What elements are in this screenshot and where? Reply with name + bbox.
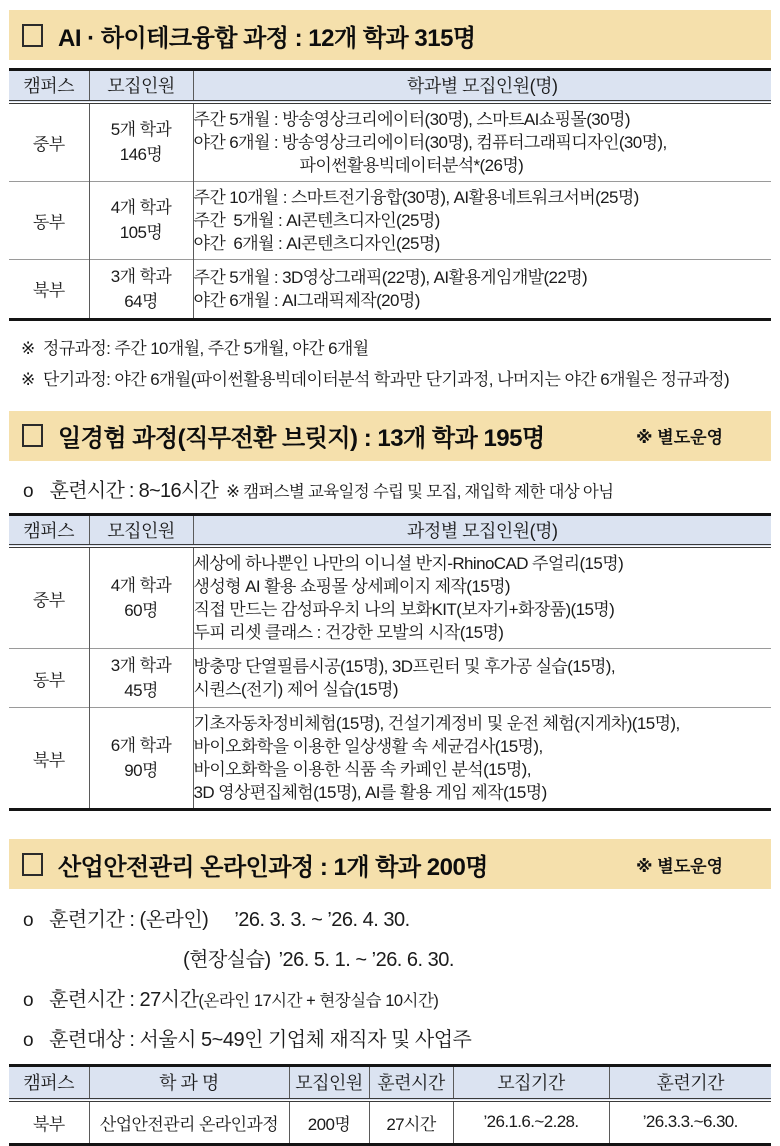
column-header-campus: 캠퍼스: [9, 70, 89, 102]
table-cell: 27시간: [369, 1100, 453, 1145]
column-header-quota: 모집인원: [89, 514, 193, 546]
quota-line: 60명: [124, 601, 158, 620]
table-row: [9, 546, 771, 649]
quota-line: 90명: [124, 761, 158, 780]
course-line: 주간 5개월 : 방송영상크리에이터(30명), 스마트AI쇼핑몰(30명): [193, 109, 630, 129]
course-line: 주간 5개월 : AI콘텐츠디자인(25명): [193, 210, 440, 230]
training-target-label: 훈련대상 : 서울시 5~49인 기업체 재직자 및 사업주: [49, 1029, 472, 1051]
table-cell: ’26.3.3.~6.30.: [609, 1100, 771, 1145]
training-period-label: 훈련기간 : (온라인): [49, 909, 209, 931]
table-row: [9, 1100, 771, 1145]
quota-line: 6개 학과: [110, 736, 172, 755]
detail-cell: [193, 649, 771, 708]
quota-line: 4개 학과: [110, 198, 172, 217]
detail-cell: [193, 102, 771, 182]
column-header-detail: 과정별 모집인원(명): [193, 514, 771, 546]
table-row: [9, 708, 771, 810]
column-header: 캠퍼스: [9, 1066, 89, 1100]
footnote-short-course: ※ 단기과정: 야간 6개월(파이썬활용빅데이터분석 학과만 단기과정, 나머지는 야간 6개월은 정규과정): [21, 369, 730, 389]
column-header-quota: 모집인원: [89, 70, 193, 102]
table-row: [9, 649, 771, 708]
checkbox-square-icon: [22, 24, 43, 47]
quota-cell: [89, 546, 193, 649]
quota-line: 105명: [119, 223, 163, 242]
column-header: 학 과 명: [89, 1066, 289, 1100]
online-period-value: ’26. 3. 3. ~ ’26. 4. 30.: [234, 909, 410, 931]
section1-title: AI · 하이테크융합 과정 : 12개 학과 315명: [58, 24, 476, 52]
course-line: 야간 6개월 : 방송영상크리에이터(30명), 컴퓨터그래픽디자인(30명),: [193, 132, 667, 152]
table-row: [9, 181, 771, 259]
course-line: 기초자동차정비체험(15명), 건설기계정비 및 운전 체험(지게차)(15명),: [193, 714, 680, 733]
column-header-campus: 캠퍼스: [9, 514, 89, 546]
campus-cell: 북부: [9, 708, 89, 810]
detail-cell: [193, 708, 771, 810]
training-hours-note: ※ 캠퍼스별 교육일정 수립 및 모집, 재입학 제한 대상 아님: [226, 482, 614, 501]
ai-hightech-table: [9, 68, 771, 321]
course-line: 바이오화학을 이용한 식품 속 카페인 분석(15명),: [193, 760, 531, 779]
bullet-marker: o: [23, 990, 34, 1011]
checkbox-square-icon: [22, 424, 43, 447]
bullet-marker: o: [23, 480, 34, 502]
course-line: 방충망 단열필름시공(15명), 3D프린터 및 후가공 실습(15명),: [193, 657, 615, 676]
section2-title-bar: [9, 411, 771, 461]
column-header: 모집인원: [289, 1066, 369, 1100]
table-cell: ’26.1.6.~2.28.: [453, 1100, 609, 1145]
training-hours-breakdown: (온라인 17시간 + 현장실습 10시간): [198, 992, 439, 1010]
quota-cell: [89, 708, 193, 810]
detail-cell: [193, 259, 771, 319]
quota-line: 3개 학과: [110, 656, 172, 675]
section3-title-note: ※ 별도운영: [636, 856, 723, 876]
bullet-marker: o: [23, 1030, 34, 1051]
course-line: 야간 6개월 : AI콘텐츠디자인(25명): [193, 233, 440, 253]
quota-cell: [89, 102, 193, 182]
course-line: 파이썬활용빅데이터분석*(26명): [299, 155, 524, 175]
column-header-detail: 학과별 모집인원(명): [193, 70, 771, 102]
course-line: 바이오화학을 이용한 일상생활 속 세균검사(15명),: [193, 737, 543, 756]
field-practice-label: (현장실습): [183, 949, 271, 971]
online-course-summary-table: [9, 1064, 771, 1146]
column-header: 훈련시간: [369, 1066, 453, 1100]
course-line: 두피 리셋 클래스 : 건강한 모발의 시작(15명): [193, 623, 504, 642]
checkbox-square-icon: [22, 853, 43, 876]
quota-cell: [89, 181, 193, 259]
quota-line: 5개 학과: [110, 120, 172, 139]
campus-cell: 동부: [9, 649, 89, 708]
quota-cell: [89, 649, 193, 708]
quota-line: 4개 학과: [110, 576, 172, 595]
table-header-row: [9, 514, 771, 546]
section3-title-bar: [9, 839, 771, 889]
course-line: 직접 만드는 감성파우치 나의 보화KIT(보자기+화장품)(15명): [193, 600, 615, 619]
detail-cell: [193, 181, 771, 259]
detail-cell: [193, 546, 771, 649]
column-header: 모집기간: [453, 1066, 609, 1100]
quota-line: 64명: [124, 291, 158, 311]
training-target-line: [23, 1023, 771, 1052]
course-line: 생성형 AI 활용 쇼핑몰 상세페이지 제작(15명): [193, 577, 510, 596]
job-experience-table: [9, 513, 771, 812]
quota-line: 146명: [119, 145, 163, 164]
course-line: 세상에 하나뿐인 나만의 이니셜 반지-RhinoCAD 주얼리(15명): [193, 554, 624, 573]
training-hours-line: [23, 983, 771, 1012]
training-hours-info: [23, 474, 771, 503]
table-cell: 200명: [289, 1100, 369, 1145]
course-line: 3D 영상편집체험(15명), AI를 활용 게임 제작(15명): [193, 783, 547, 802]
quota-line: 45명: [124, 681, 158, 700]
field-period-value: ’26. 5. 1. ~ ’26. 6. 30.: [278, 949, 454, 971]
training-hours-text: 훈련시간 : 8~16시간: [49, 479, 219, 502]
campus-cell: 동부: [9, 181, 89, 259]
bullet-marker: o: [23, 910, 34, 931]
course-line: 야간 6개월 : AI그래픽제작(20명): [193, 290, 420, 310]
quota-line: 3개 학과: [110, 266, 172, 286]
course-line: 주간 10개월 : 스마트전기융합(30명), AI활용네트워크서버(25명): [193, 187, 639, 207]
quota-cell: [89, 259, 193, 319]
online-course-details: [23, 903, 771, 1052]
column-header: 훈련기간: [609, 1066, 771, 1100]
course-line: 시퀀스(전기) 제어 실습(15명): [193, 680, 398, 699]
footnote-regular-course: ※ 정규과정: 주간 10개월, 주간 5개월, 야간 6개월: [21, 338, 369, 358]
table-header-row: [9, 70, 771, 102]
table-row: [9, 259, 771, 319]
campus-cell: 중부: [32, 590, 65, 610]
training-hours-label: 훈련시간 : 27시간: [49, 989, 199, 1011]
footnotes: [21, 333, 771, 395]
campus-cell: 중부: [32, 134, 65, 154]
campus-cell: 북부: [9, 259, 89, 319]
section2-title-note: ※ 별도운영: [636, 428, 723, 447]
table-cell: 산업안전관리 온라인과정: [89, 1100, 289, 1145]
section1-title-bar: [9, 10, 771, 60]
section3-title: 산업안전관리 온라인과정 : 1개 학과 200명: [58, 853, 488, 881]
training-period-field-line: [23, 943, 771, 972]
table-row: [9, 102, 771, 182]
section2-title: 일경험 과정(직무전환 브릿지) : 13개 학과 195명: [58, 425, 545, 452]
course-line: 주간 5개월 : 3D영상그래픽(22명), AI활용게임개발(22명): [193, 267, 588, 287]
table-header-row: [9, 1066, 771, 1100]
training-period-online-line: [23, 903, 771, 932]
table-cell: 북부: [32, 1114, 65, 1134]
